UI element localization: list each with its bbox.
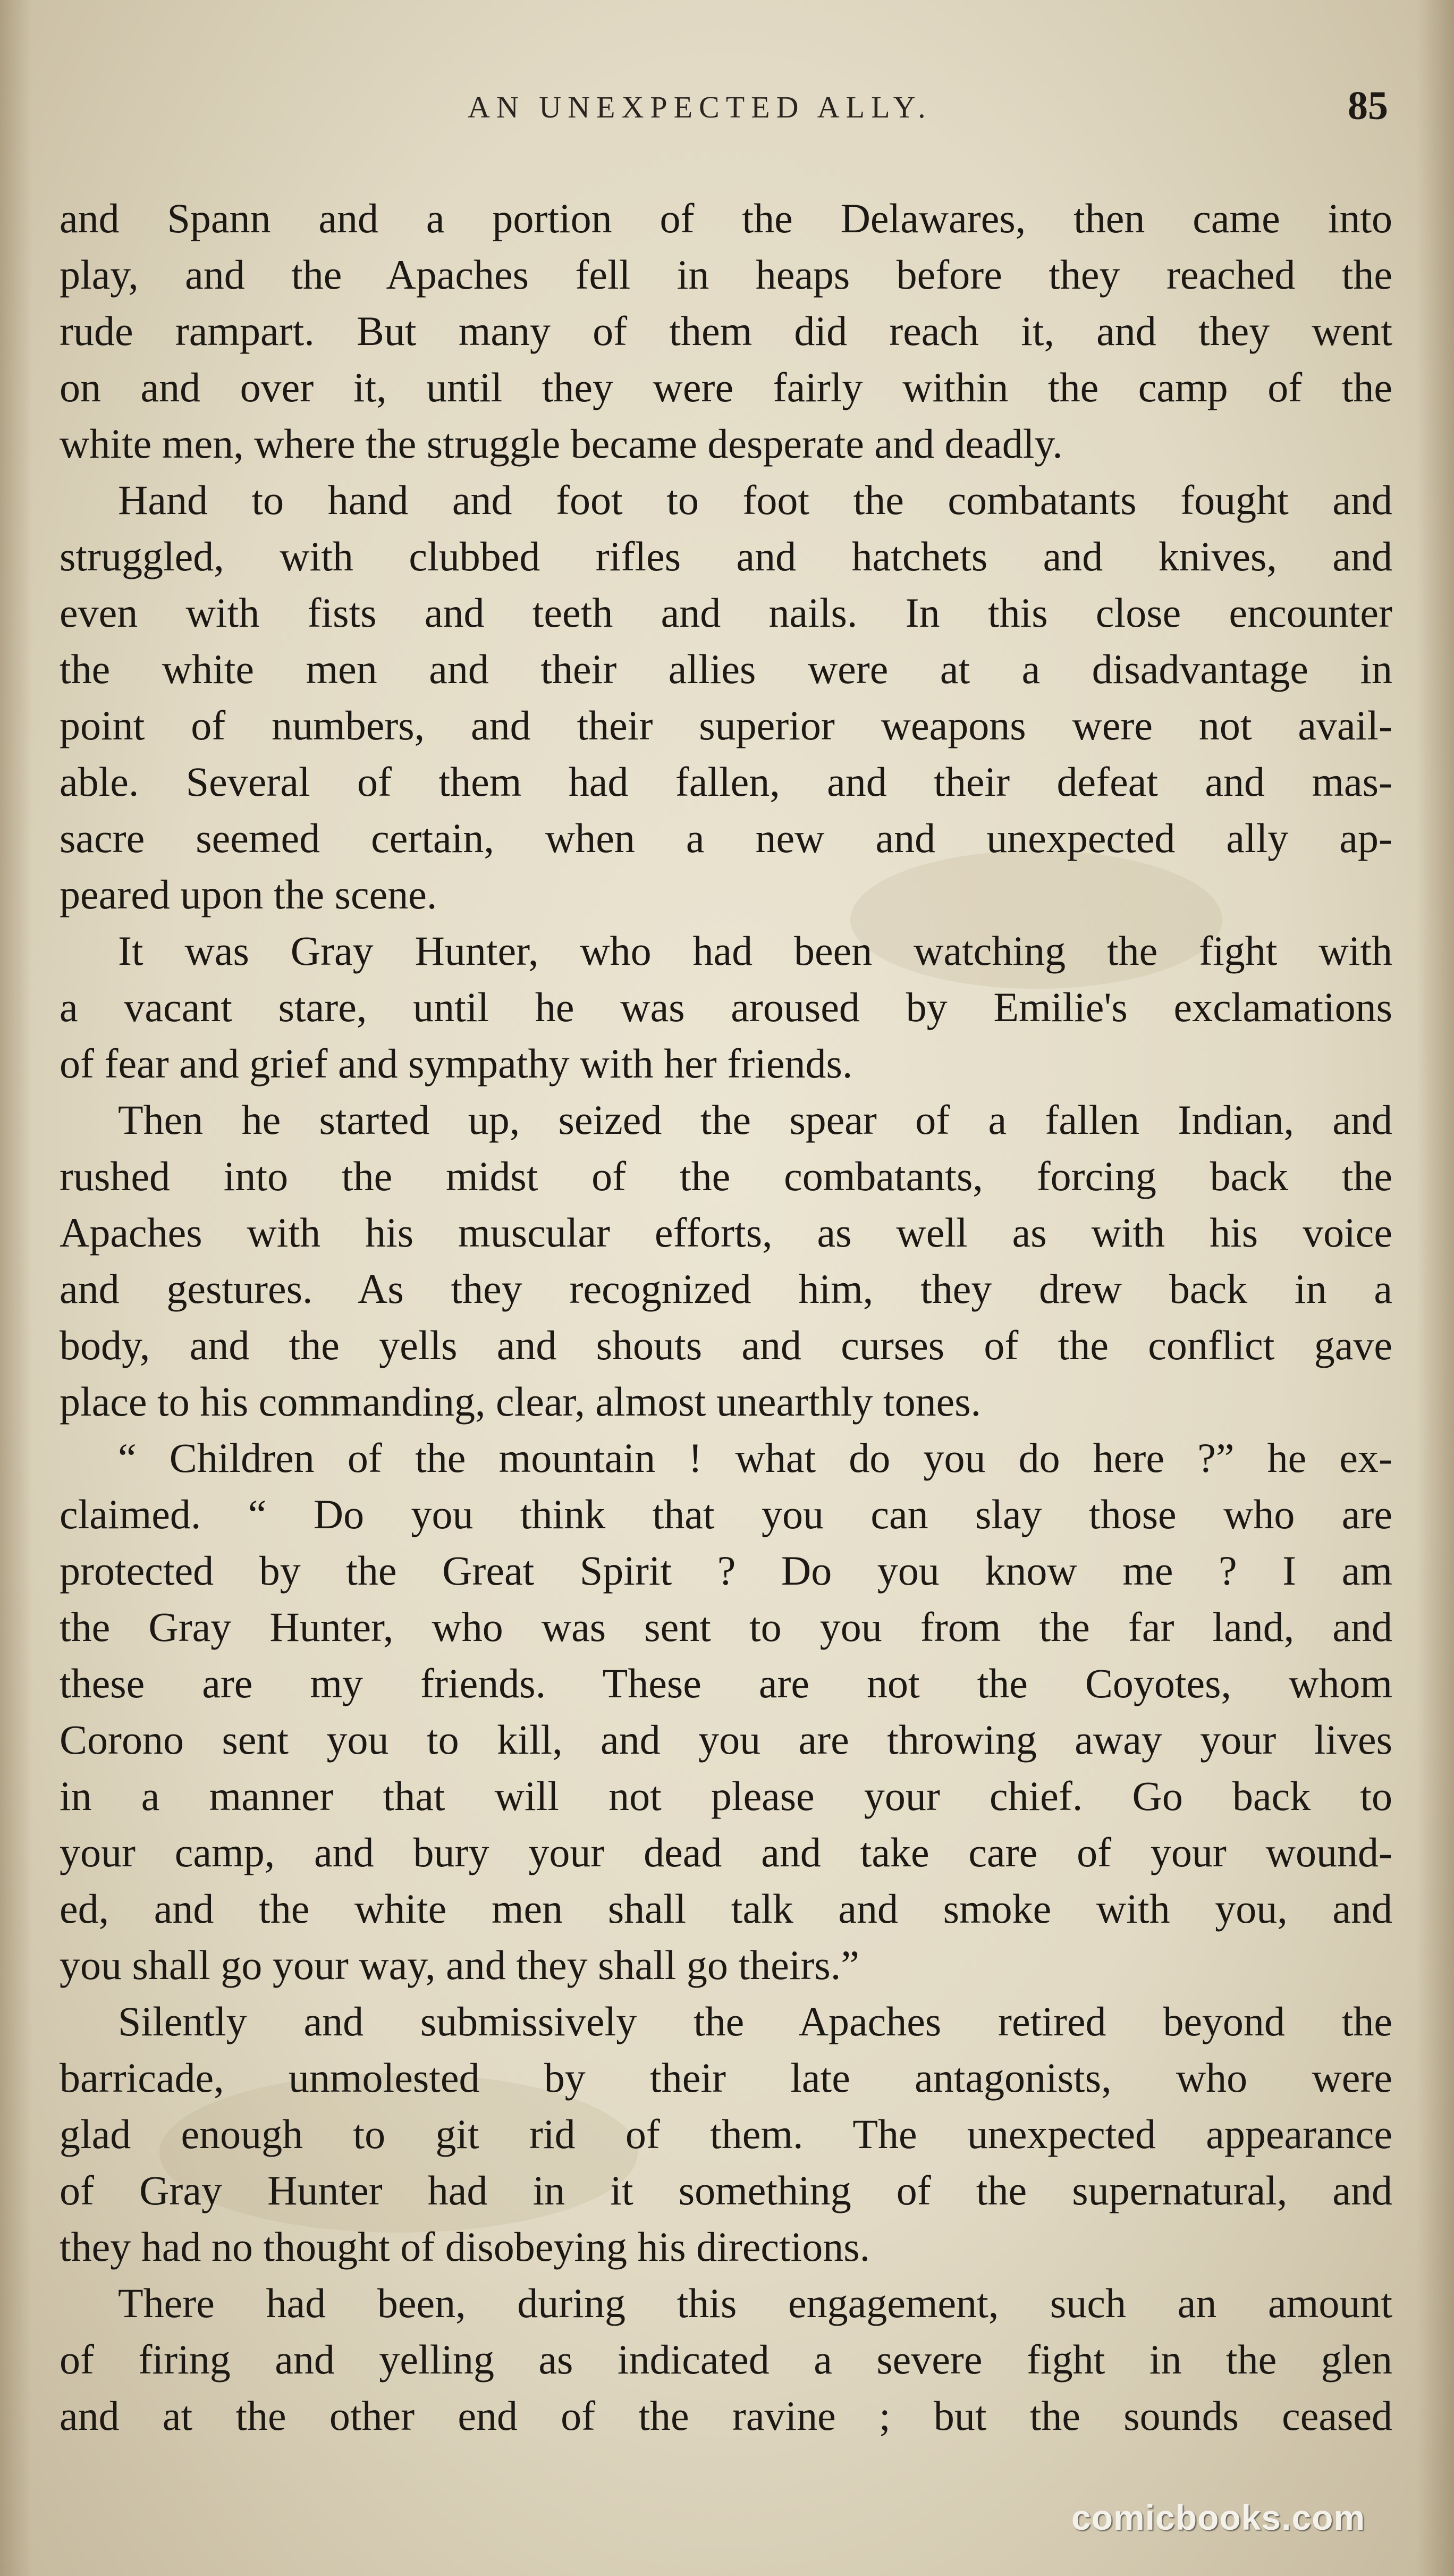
text-line: even with fists and teeth and nails. In this close encounter [60,590,1392,636]
text-line: peared upon the scene. [60,871,437,917]
text-line: of Gray Hunter had in it something of the supernatural, and [60,2167,1392,2213]
text-line: the white men and their allies were at a disadvantage in [60,646,1392,692]
text-line: rushed into the midst of the combatants, forcing back the [60,1153,1392,1199]
text-line: struggled, with clubbed rifles and hatchets and knives, and [60,533,1392,579]
running-title: AN UNEXPECTED ALLY. [468,90,932,124]
page-number: 85 [1348,83,1388,128]
text-line: Apaches with his muscular efforts, as well as with his voice [60,1209,1392,1256]
text-line: point of numbers, and their superior weapons were not avail- [60,702,1392,748]
text-line: “ Children of the mountain ! what do you do here ?” he ex- [118,1435,1392,1481]
text-line: in a manner that will not please your chief. Go back to [60,1773,1392,1819]
text-line: these are my friends. These are not the Coyotes, whom [60,1660,1392,1706]
text-line: It was Gray Hunter, who had been watching the fight with [118,928,1392,974]
text-line: of fear and grief and sympathy with her friends. [60,1040,853,1087]
text-line: a vacant stare, until he was aroused by Emilie's exclamations [60,984,1392,1030]
text-line: There had been, during this engagement, such an amount [118,2280,1392,2326]
text-line: rude rampart. But many of them did reach it, and they went [60,308,1392,354]
running-head [0,83,1454,137]
text-line: sacre seemed certain, when a new and unexpected ally ap- [60,815,1392,861]
text-line: able. Several of them had fallen, and their defeat and mas- [60,759,1392,805]
text-line: and gestures. As they recognized him, they drew back in a [60,1266,1392,1312]
text-line: glad enough to git rid of them. The unexpected appearance [60,2111,1392,2157]
text-line: Hand to hand and foot to foot the combatants fought and [118,477,1392,523]
text-line: on and over it, until they were fairly within the camp of the [60,364,1392,410]
text-line: the Gray Hunter, who was sent to you from the far land, and [60,1604,1392,1650]
text-line: body, and the yells and shouts and curses of the conflict gave [60,1322,1392,1368]
text-line: protected by the Great Spirit ? Do you know me ? I am [60,1547,1392,1594]
text-line: Silently and submissively the Apaches retired beyond the [118,1998,1392,2044]
text-line: they had no thought of disobeying his directions. [60,2224,870,2270]
text-line: Corono sent you to kill, and you are throwing away your lives [60,1716,1392,1763]
text-line: barricade, unmolested by their late antagonists, who were [60,2055,1392,2101]
text-line: you shall go your way, and they shall go theirs.” [60,1942,859,1988]
text-line: and at the other end of the ravine ; but the sounds ceased [60,2393,1392,2439]
text-line: of firing and yelling as indicated a severe fight in the glen [60,2336,1392,2383]
page-edge-shadow-right [1417,0,1454,2576]
text-line: your camp, and bury your dead and take care of your wound- [60,1829,1392,1875]
text-line: place to his commanding, clear, almost unearthly tones. [60,1378,982,1425]
page-edge-shadow-left [0,0,32,2576]
text-line: and Spann and a portion of the Delawares, then came into [60,195,1392,241]
body-text [60,190,1392,2444]
watermark: comicbooks.com [1071,2498,1366,2537]
text-line: Then he started up, seized the spear of a fallen Indian, and [118,1097,1392,1143]
text-line: play, and the Apaches fell in heaps before they reached the [60,251,1392,298]
text-line: white men, where the struggle became desperate and deadly. [60,420,1063,467]
text-line: claimed. “ Do you think that you can slay those who are [60,1491,1392,1537]
text-line: ed, and the white men shall talk and smoke with you, and [60,1885,1392,1932]
